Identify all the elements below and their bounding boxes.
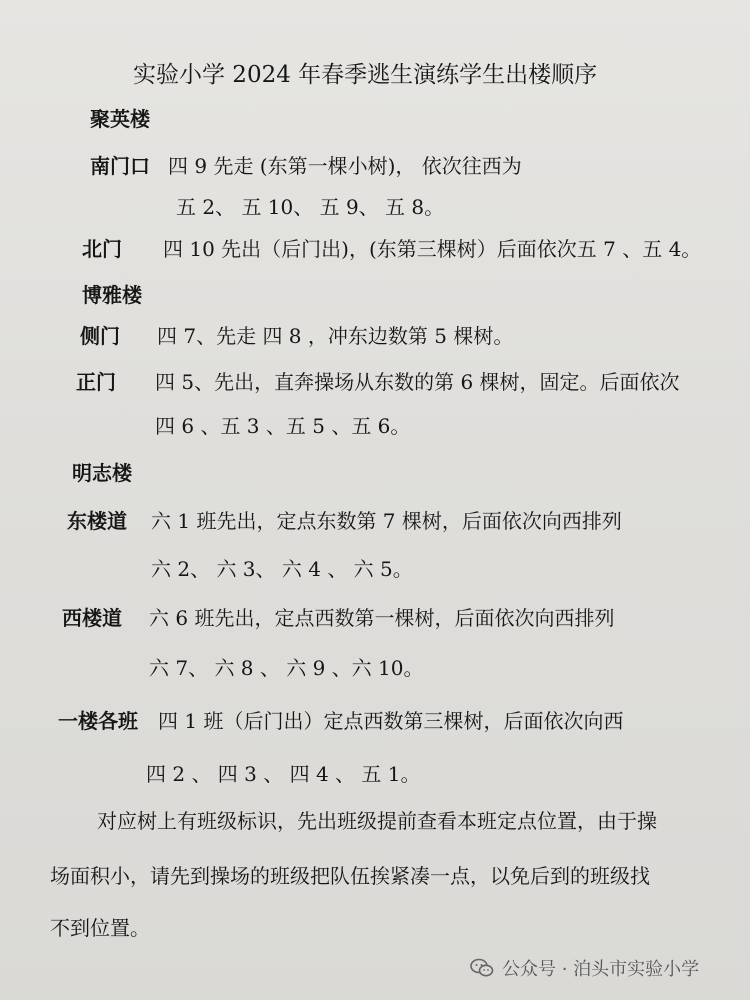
exit-line: 六 7、 六 8 、 六 9 、六 10。 <box>149 656 424 680</box>
note-line: 场面积小，请先到操场的班级把队伍挨紧凑一点，以免后到的班级找 <box>50 864 650 888</box>
exit-line: 六 2、 六 3、 六 4 、 六 5。 <box>151 557 413 581</box>
gate-label: 南门口 <box>90 154 150 178</box>
watermark-text: 公众号 · 泊头市实验小学 <box>502 959 700 980</box>
exit-line: 四 2 、 四 3 、 四 4 、 五 1。 <box>146 762 421 786</box>
exit-line: 四 10 先出（后门出)，(东第三棵树）后面依次五 7 、五 4。 <box>163 237 702 261</box>
gate-label: 侧门 <box>80 324 120 348</box>
exit-line: 四 5、先出，直奔操场从东数的第 6 棵树，固定。后面依次 <box>155 370 680 394</box>
gate-label: 正门 <box>76 370 116 394</box>
exit-line: 四 1 班（后门出）定点西数第三棵树，后面依次向西 <box>158 709 624 733</box>
exit-line: 六 1 班先出，定点东数第 7 棵树，后面依次向西排列 <box>151 509 622 533</box>
building-heading: 博雅楼 <box>82 283 142 307</box>
building-heading: 明志楼 <box>72 461 132 485</box>
gate-label: 东楼道 <box>67 509 127 533</box>
building-heading: 聚英楼 <box>90 107 150 131</box>
gate-label: 一楼各班 <box>58 709 138 733</box>
gate-label: 北门 <box>82 237 122 261</box>
wechat-icon <box>470 958 494 978</box>
exit-line: 四 6 、五 3 、五 5 、五 6。 <box>155 414 411 438</box>
page-title: 实验小学 2024 年春季逃生演练学生出楼顺序 <box>133 62 598 88</box>
gate-label: 西楼道 <box>62 606 122 630</box>
exit-line: 五 2、 五 10、 五 9、 五 8。 <box>176 195 445 219</box>
note-line: 不到位置。 <box>50 916 150 940</box>
watermark <box>470 955 699 981</box>
exit-line: 四 7、先走 四 8 ，冲东边数第 5 棵树。 <box>157 324 514 348</box>
exit-line: 四 9 先走 (东第一棵小树)， 依次往西为 <box>168 154 522 178</box>
exit-line: 六 6 班先出，定点西数第一棵树，后面依次向西排列 <box>149 606 615 630</box>
note-line: 对应树上有班级标识，先出班级提前查看本班定点位置，由于操 <box>97 809 657 833</box>
